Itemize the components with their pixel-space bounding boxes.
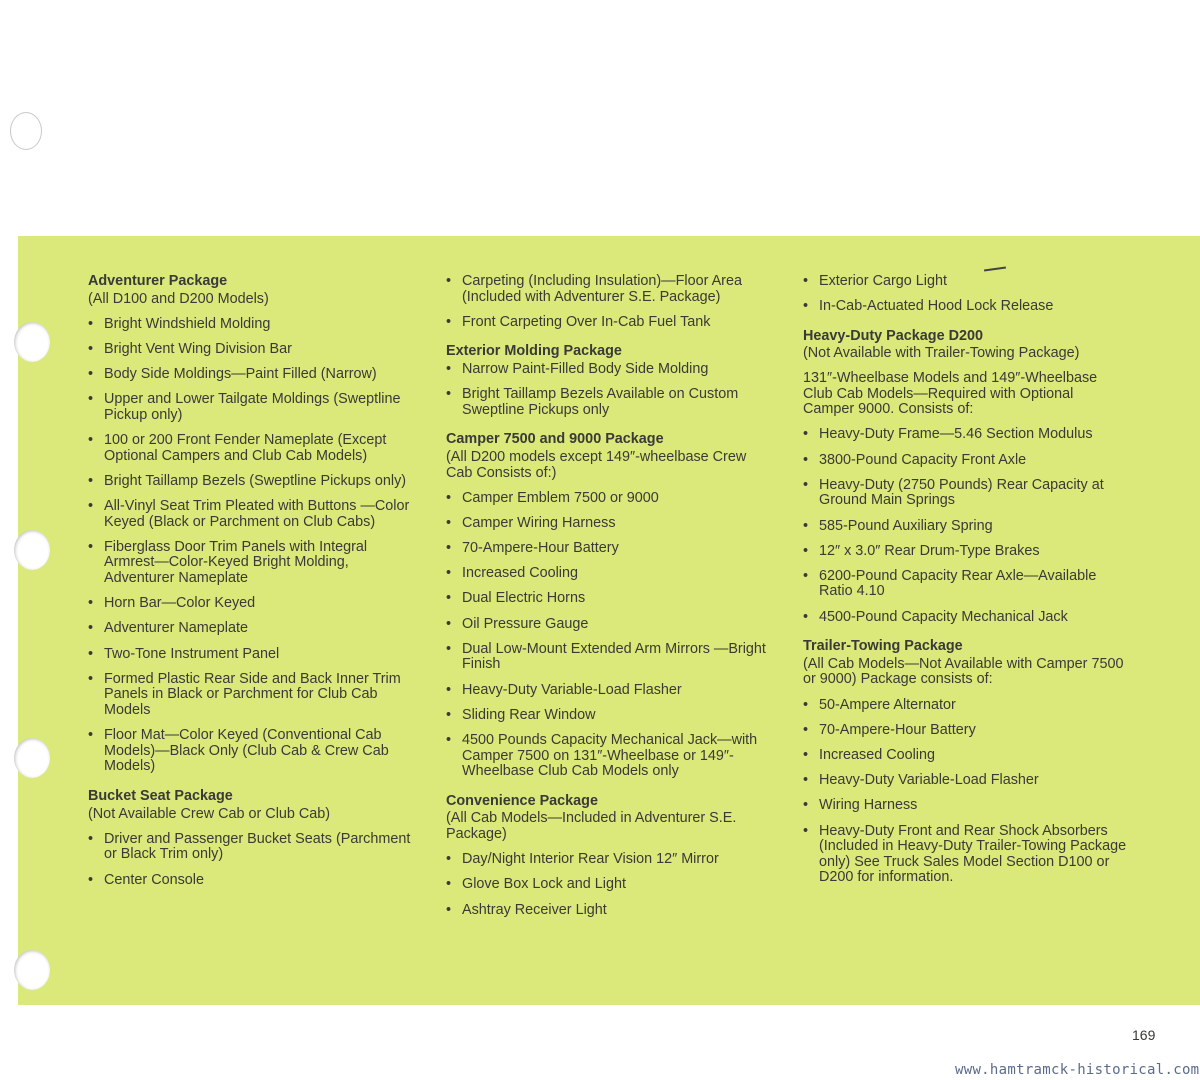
list-item: • 585-Pound Auxiliary Spring (803, 519, 1128, 535)
section-title: Exterior Molding Package (446, 343, 622, 360)
section-bucket-seat-package (88, 789, 413, 888)
list-item: • Glove Box Lock and Light (446, 877, 771, 893)
lead-item-list (803, 274, 1128, 315)
list-item: • Center Console (88, 873, 413, 889)
watermark: www.hamtramck-historical.com (955, 1062, 1200, 1078)
list-item: • Heavy-Duty (2750 Pounds) Rear Capacity at Ground Main Springs (803, 478, 1128, 509)
section-title: Bucket Seat Package (88, 787, 233, 804)
list-item: • 6200-Pound Capacity Rear Axle—Available Ratio 4.10 (803, 569, 1128, 600)
section-heavy-duty-package (803, 329, 1128, 625)
list-item: • Heavy-Duty Front and Rear Shock Absorbers (Included in Heavy-Duty Trailer-Towing Package only) See Truck Sales Model Section D100 or D200 for information. (803, 824, 1128, 886)
column-1 (88, 274, 413, 888)
section-title: Heavy-Duty Package D200 (803, 327, 983, 344)
list-item: • 100 or 200 Front Fender Nameplate (Except Optional Campers and Club Cab Models) (88, 433, 413, 464)
list-item: • Dual Low-Mount Extended Arm Mirrors —Bright Finish (446, 642, 771, 673)
list-item: • Increased Cooling (446, 566, 771, 582)
list-item: • Fiberglass Door Trim Panels with Integral Armrest—Color-Keyed Bright Molding, Adventurer Nameplate (88, 540, 413, 587)
binder-hole (14, 950, 50, 990)
list-item: • Ashtray Receiver Light (446, 903, 771, 919)
list-item: • 12″ x 3.0″ Rear Drum-Type Brakes (803, 544, 1128, 560)
section-note: (All Cab Models—Not Available with Camper 7500 or 9000) Package consists of: (803, 655, 1124, 688)
list-item: • 3800-Pound Capacity Front Axle (803, 453, 1128, 469)
section-adventurer-package (88, 274, 413, 775)
list-item: • Heavy-Duty Variable-Load Flasher (803, 773, 1128, 789)
section-note: (All D200 models except 149″-wheelbase Crew Cab Consists of:) (446, 448, 747, 481)
item-list (446, 491, 771, 780)
binder-hole (14, 738, 50, 778)
list-item: • Narrow Paint-Filled Body Side Molding (446, 362, 771, 378)
list-item: • Bright Windshield Molding (88, 317, 413, 333)
list-item: • Two-Tone Instrument Panel (88, 647, 413, 663)
section-title: Convenience Package (446, 792, 598, 809)
section-camper-package (446, 432, 771, 779)
list-item: • Carpeting (Including Insulation)—Floor Area (Included with Adventurer S.E. Package) (446, 274, 771, 305)
list-item: • Exterior Cargo Light (803, 274, 1128, 290)
binder-hole (14, 322, 50, 362)
list-item: • 70-Ampere-Hour Battery (803, 723, 1128, 739)
list-item: • Upper and Lower Tailgate Moldings (Sweptline Pickup only) (88, 392, 413, 423)
list-item: • 4500-Pound Capacity Mechanical Jack (803, 610, 1128, 626)
section-title: Camper 7500 and 9000 Package (446, 431, 664, 448)
column-2 (446, 274, 771, 918)
list-item: • Increased Cooling (803, 748, 1128, 764)
list-item: • Camper Wiring Harness (446, 516, 771, 532)
section-title: Adventurer Package (88, 273, 228, 289)
list-item: • Bright Taillamp Bezels Available on Custom Sweptline Pickups only (446, 387, 771, 418)
item-list (446, 362, 771, 418)
list-item: • Day/Night Interior Rear Vision 12″ Mirror (446, 852, 771, 868)
list-item: • Heavy-Duty Variable-Load Flasher (446, 683, 771, 699)
section-note: (Not Available Crew Cab or Club Cab) (88, 805, 331, 822)
list-item: • Heavy-Duty Frame—5.46 Section Modulus (803, 427, 1128, 443)
list-item: • Bright Vent Wing Division Bar (88, 342, 413, 358)
list-item: • Camper Emblem 7500 or 9000 (446, 491, 771, 507)
item-list (446, 852, 771, 918)
binder-hole-top (10, 112, 42, 150)
list-item: • All-Vinyl Seat Trim Pleated with Buttons —Color Keyed (Black or Parchment on Club Cabs) (88, 499, 413, 530)
list-item: • Driver and Passenger Bucket Seats (Parchment or Black Trim only) (88, 832, 413, 863)
list-item: • Oil Pressure Gauge (446, 617, 771, 633)
list-item: • Dual Electric Horns (446, 591, 771, 607)
item-list (88, 832, 413, 888)
list-item: • Floor Mat—Color Keyed (Conventional Cab Models)—Black Only (Club Cab & Crew Cab Models) (88, 728, 413, 775)
list-item: • Horn Bar—Color Keyed (88, 596, 413, 612)
section-exterior-molding-package (446, 344, 771, 418)
list-item: • 70-Ampere-Hour Battery (446, 541, 771, 557)
list-item: • Formed Plastic Rear Side and Back Inner Trim Panels in Black or Parchment for Club Cab Models (88, 672, 413, 719)
binder-hole (14, 530, 50, 570)
list-item: • Wiring Harness (803, 798, 1128, 814)
section-convenience-package (446, 794, 771, 918)
item-list (88, 317, 413, 775)
column-3 (803, 274, 1128, 886)
section-note: (Not Available with Trailer-Towing Package) (803, 345, 1080, 362)
section-note: (All D100 and D200 Models) (88, 290, 269, 307)
list-item: • Sliding Rear Window (446, 708, 771, 724)
list-item: • 50-Ampere Alternator (803, 698, 1128, 714)
page-number: 169 (1132, 1027, 1156, 1043)
list-item: • Body Side Moldings—Paint Filled (Narrow) (88, 367, 413, 383)
lead-item-list (446, 274, 771, 330)
section-note: (All Cab Models—Included in Adventurer S.E. Package) (446, 810, 737, 842)
section-note-detail: 131″-Wheelbase Models and 149″-Wheelbase Club Cab Models—Required with Optional Camper 9000. Consists of: (803, 369, 1098, 418)
list-item: • In-Cab-Actuated Hood Lock Release (803, 299, 1128, 315)
list-item: • Front Carpeting Over In-Cab Fuel Tank (446, 315, 771, 331)
list-item: • Adventurer Nameplate (88, 621, 413, 637)
item-list (803, 698, 1128, 886)
item-list (803, 427, 1128, 625)
section-trailer-towing-package (803, 639, 1128, 886)
section-title: Trailer-Towing Package (803, 638, 963, 655)
list-item: • Bright Taillamp Bezels (Sweptline Pickups only) (88, 474, 413, 490)
list-item: • 4500 Pounds Capacity Mechanical Jack—with Camper 7500 on 131″-Wheelbase or 149″-Wheelbase Club Cab Models only (446, 733, 771, 780)
